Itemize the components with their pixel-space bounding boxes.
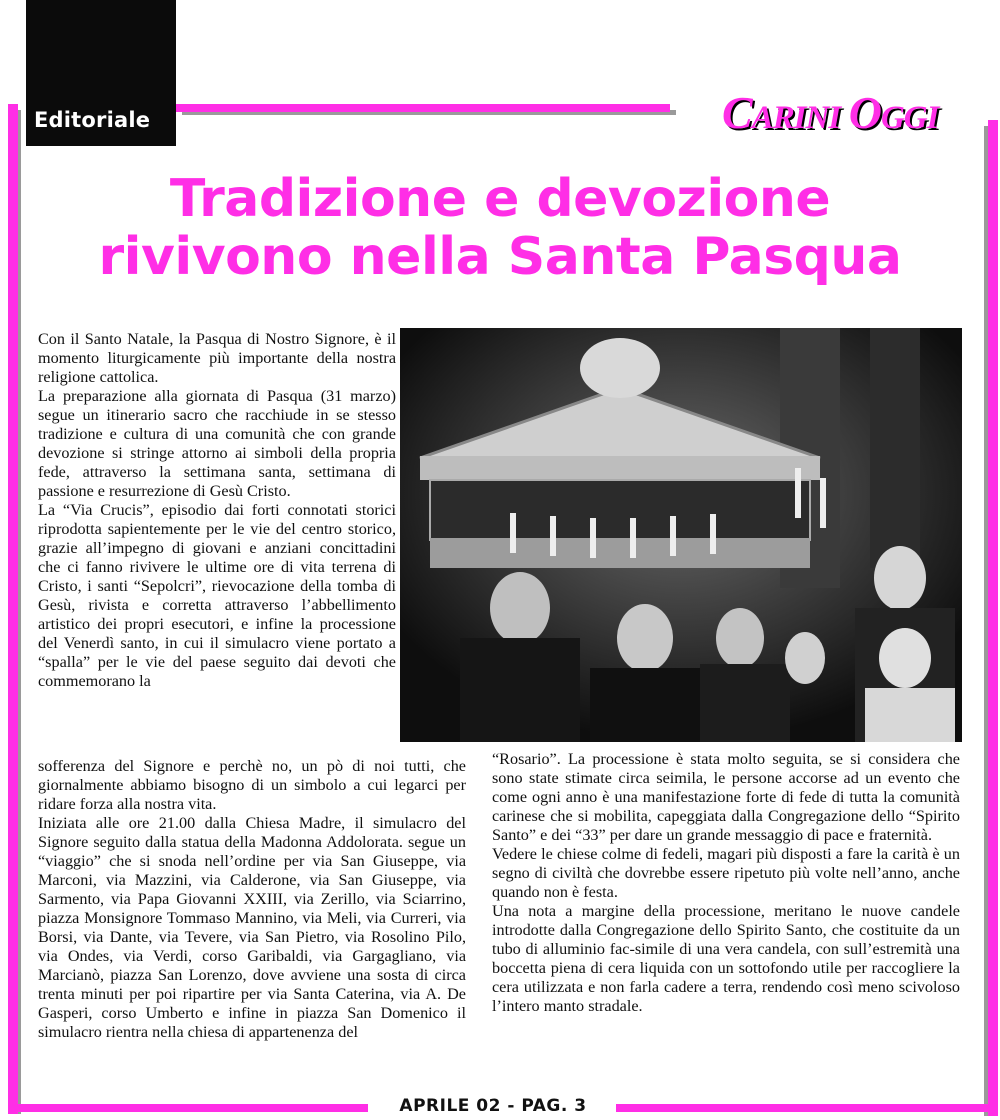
photo-illustration xyxy=(400,328,962,742)
article-column-left xyxy=(38,330,396,691)
frame-bottom-right xyxy=(616,1104,998,1112)
article-headline xyxy=(60,170,940,286)
frame-bottom-left xyxy=(8,1104,368,1112)
paragraph: Con il Santo Natale, la Pasqua di Nostro Signore, è il momento liturgicamente più importante della nostra religione cattolica. xyxy=(38,330,396,386)
frame-right-bar xyxy=(988,120,998,1116)
headline-line-2: rivivono nella Santa Pasqua xyxy=(98,227,902,287)
section-tag xyxy=(26,0,176,146)
procession-photo xyxy=(400,328,962,742)
paragraph: “Rosario”. La processione è stata molto seguita, se si considera che sono state stimate circa seimila, le persone accorse ad un evento che come ogni anno è una manifestazione forte di fede di tutta la comunità carinese che si mobilita, capeggiata dalla Congregazione dello “Spirito Santo” e dei “33” per dare un grande messaggio di pace e fraternità. xyxy=(492,750,960,844)
article-column-bottom-left xyxy=(38,757,466,1042)
paragraph: La “Via Crucis”, episodio dai forti connotati storici riprodotta sapientemente per le vie del centro storico, grazie all’impegno di giovani e anziani concittadini che ci fanno rivivere le ultime ore di vita terrena di Cristo, i santi “Sepolcri”, rievocazione della tomba di Gesù, rivista e corretta attraverso l’abbellimento artistico dei propri esecutori, e infine la processione del Venerdì santo, in cui il simulacro viene portato a “spalla” per le vie del paese seguito dai devoti che commemorano la xyxy=(38,501,396,690)
paragraph: Una nota a margine della processione, meritano le nuove candele introdotte dalla Congregazione dello Spirito Santo, che costituite da un tubo di alluminio fac-simile di una vera candela, con sull’estremità una boccetta piena di cera liquida con un sottofondo utile per raccogliere la cera utilizzata e non farla cadere a terra, rendendo così meno scivoloso l’intero manto stradale. xyxy=(492,902,960,1015)
frame-top-bar xyxy=(176,104,670,112)
paragraph: Iniziata alle ore 21.00 dalla Chiesa Madre, il simulacro del Signore seguito dalla statua della Madonna Addolorata. segue un “viaggio” che si snoda nell’ordine per via San Giuseppe, via Marconi, via Mazzini, via Calderone, via San Giuseppe, via Sarmento, via Papa Giovanni XXIII, via Zerillo, via Sciarrino, piazza Monsignore Tommaso Mannino, via Meli, via Curreri, via Borsi, via Dante, via Tevere, via San Pietro, via Rosolino Pilo, via Ondes, via Verdi, corso Garibaldi, via Gargagliano, via Marcianò, piazza San Lorenzo, dove avviene una sosta di circa trenta minuti per poi ripartire per via Santa Caterina, via A. De Gasperi, corso Umberto e infine in piazza San Domenico il simulacro rientra nella chiesa di appartenenza del xyxy=(38,814,466,1041)
masthead-logo: CARINI OGGI xyxy=(722,87,939,138)
article-column-right xyxy=(492,750,960,1016)
paragraph: Vedere le chiese colme di fedeli, magari più disposti a fare la carità è un segno di civiltà che dovrebbe essere ripetuto più volte nell’anno, anche quando non è festa. xyxy=(492,845,960,901)
frame-left-bar xyxy=(8,104,18,1114)
headline-line-1: Tradizione e devozione xyxy=(169,169,831,229)
section-label: Editoriale xyxy=(34,108,151,132)
paragraph: sofferenza del Signore e perchè no, un pò di noi tutti, che giornalmente abbiamo bisogno di un simbolo a cui legarci per ridare forza alla nostra vita. xyxy=(38,757,466,813)
paragraph: La preparazione alla giornata di Pasqua (31 marzo) segue un itinerario sacro che racchiude in se stesso tradizione e cultura di una comunità che con grande devozione si stringe attorno ai simboli della propria fede, attraverso la settimana santa, settimana di passione e resurrezione di Gesù Cristo. xyxy=(38,387,396,500)
page-footer: APRILE 02 - PAG. 3 xyxy=(399,1096,587,1116)
